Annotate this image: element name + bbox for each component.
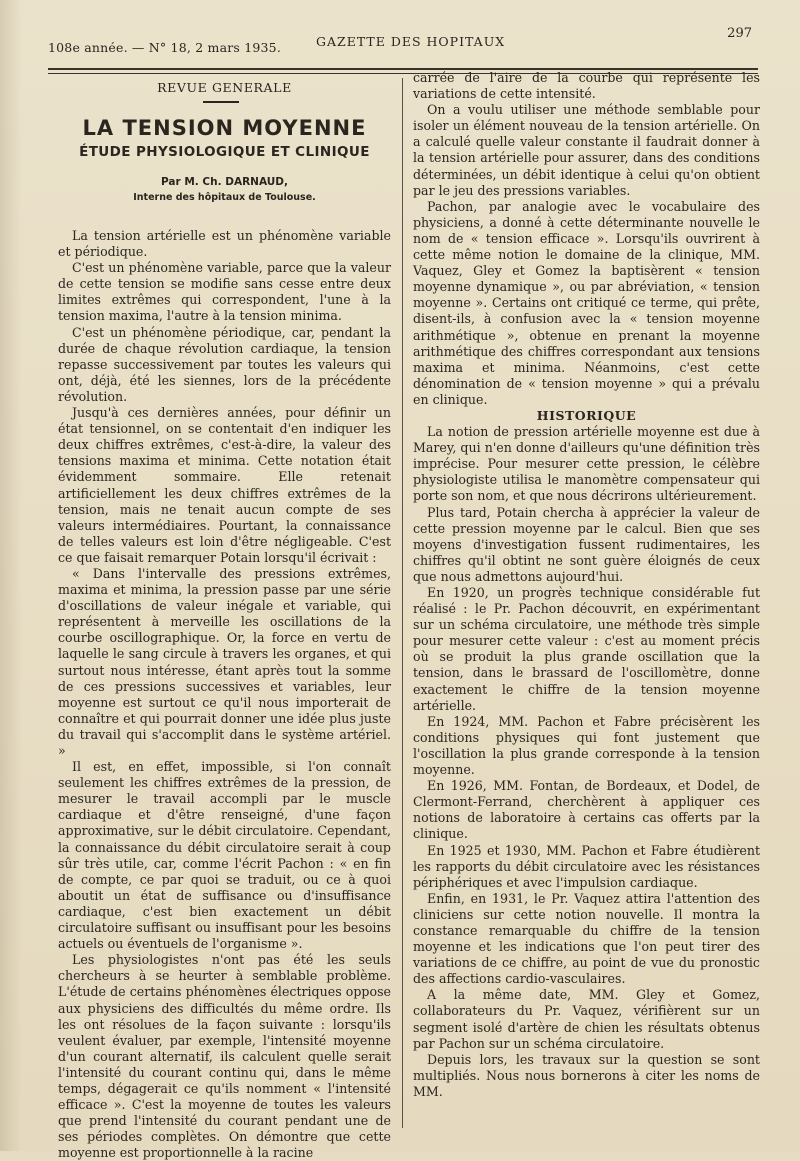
column-divider [402,78,403,1128]
paragraph: A la même date, MM. Gley et Gomez, collaborateurs du Pr. Vaquez, vérifièrent sur un segment isolé d'artère de chien les résultats obtenus par Pachon sur un schéma circulatoire. [413,987,760,1051]
paragraph: En 1920, un progrès technique considérable fut réalisé : le Pr. Pachon découvrit, en expérimentant sur un schéma circulatoire, une méthode très simple pour mesurer cette valeur : c'est au moment précis où se produit la plus grande oscillation que la tension, dans le brassard de l'oscillomètre, donne exactement le chiffre de la tension moyenne artérielle. [413,585,760,713]
paragraph: Depuis lors, les travaux sur la question se sont multipliés. Nous nous bornerons à citer les noms de MM. [413,1051,760,1099]
paragraph: Les physiologistes n'ont pas été les seuls chercheurs à se heurter à semblable problème. L'étude de certains phénomènes électriques oppose aux physiciens des difficultés du même ordre. Ils les ont résolues de la façon suivante : lorsqu'ils veulent évaluer, par exemple, l'intensité moyenne d'un courant alternatif, ils calculent quelle serait l'intensité du courant continu qui, dans le même temps, dégagerait ce qu'ils nomment « l'intensité efficace ». C'est la moyenne de toutes les valeurs que prend l'intensité du courant pendant une de ses périodes complètes. On démontre que cette moyenne est proportionnelle à la racine [58,952,391,1161]
paragraph: En 1926, MM. Fontan, de Bordeaux, et Dodel, de Clermont-Ferrand, cherchèrent à appliquer ces notions de laboratoire à certains cas offerts par la clinique. [413,778,760,842]
paragraph: Pachon, par analogie avec le vocabulaire des physiciens, a donné à cette déterminante nouvelle le nom de « tension efficace ». Lorsqu'ils ouvrirent à cette même notion le domaine de la clinique, MM. Vaquez, Gley et Gomez la baptisèrent « tension moyenne dynamique », ou par abréviation, « tension moyenne ». Certains ont critiqué ce terme, qui prête, disent-ils, à confusion avec la « tension moyenne arithmétique », obtenue en prenant la moyenne arithmétique des chiffres correspondant aux tensions maxima et minima. Néanmoins, c'est cette dénomination de « tension moyenne » qui a prévalu en clinique. [413,198,760,407]
paragraph: En 1924, MM. Pachon et Fabre précisèrent les conditions physiques qui font justement que l'oscillation la plus grande corresponde à la tension moyenne. [413,713,760,778]
paragraph: carrée de l'aire de la courbe qui représente les variations de cette intensité. [413,70,760,102]
paragraph: Plus tard, Potain chercha à apprécier la valeur de cette pression moyenne par le calcul. Bien que ses moyens d'investigation fussent rudimentaires, les chiffres qu'il obtint ne sont guère éloignés de ceux que nous admettons aujourd'hui. [413,504,760,584]
left-column [58,228,391,1161]
paragraph: La tension artérielle est un phénomène variable et périodique. [58,228,391,260]
title-rule [203,101,239,103]
right-column [413,70,760,1100]
journal-name: GAZETTE DES HOPITAUX [316,34,506,49]
paragraph: La notion de pression artérielle moyenne est due à Marey, qui n'en donne d'ailleurs qu'une définition très imprécise. Pour mesurer cette pression, le célèbre physiologiste utilisa le manomètre compensateur qui porte son nom, et que nous décrirons ultérieurement. [413,424,760,504]
author-line: Par M. Ch. DARNAUD, [161,176,288,188]
author-role: Interne des hôpitaux de Toulouse. [133,192,316,203]
quote-paragraph: « Dans l'intervalle des pressions extrêmes, maxima et minima, la pression passe par une série d'oscillations de valeur inégale et variable, qui représentent à merveille les oscillations de la courbe oscillographique. Or, la force en vertu de laquelle le sang circule à travers les organes, et qui surtout nous intéresse, étant après tout la somme de ces pressions successives et variables, leur moyenne est surtout ce qu'il nous importerait de connaître et qui pourrait donner une idée plus juste du travail qui s'accomplit dans le système artériel. » [58,565,391,758]
article-title: LA TENSION MOYENNE [82,116,367,140]
paragraph: Il est, en effet, impossible, si l'on connaît seulement les chiffres extrêmes de la pression, de mesurer le travail accompli par le muscle cardiaque et d'être renseigné, d'une façon approximative, sur le débit circulatoire. Cependant, la connaissance du débit circulatoire serait à coup sûr très utile, car, comme l'écrit Pachon : « en fin de compte, ce par quoi se traduit, ou ce à quoi aboutit un état de suffisance ou d'insuffisance cardiaque, c'est bien exactement un débit circulatoire suffisant ou insuffisant pour les besoins actuels ou éventuels de l'organisme ». [58,759,391,952]
article-subtitle: ÉTUDE PHYSIOLOGIQUE ET CLINIQUE [79,144,370,160]
paragraph: On a voulu utiliser une méthode semblable pour isoler un élément nouveau de la tension artérielle. On a calculé quelle valeur constante il faudrait donner à la tension artérielle pour assurer, dans des conditions déterminées, un débit identique à celui qu'on obtient par le jeu des pressions variables. [413,102,760,198]
page-number: 297 [727,26,752,41]
section-heading-historique: HISTORIQUE [536,407,637,423]
section-label: REVUE GENERALE [157,80,292,95]
page-header [48,26,756,64]
paragraph: C'est un phénomène variable, parce que la valeur de cette tension se modifie sans cesse entre deux limites extrêmes qui correspondent, l'une à la tension maxima, l'autre à la tension minima. [58,260,391,324]
paragraph: Enfin, en 1931, le Pr. Vaquez attira l'attention des cliniciens sur cette notion nouvelle. Il montra la constance remarquable du chiffre de la tension moyenne et les indications que l'on peut tirer des variations de ce chiffre, au point de vue du pronostic des affections cardio-vasculaires. [413,890,760,987]
issue-line: 108e année. — N° 18, 2 mars 1935. [48,40,281,55]
paragraph: C'est un phénomène périodique, car, pendant la durée de chaque révolution cardiaque, la tension repasse successivement par toutes les valeurs qui ont, déjà, été les siennes, lors de la précédente révolution. [58,324,391,404]
paragraph: En 1925 et 1930, MM. Pachon et Fabre étudièrent les rapports du débit circulatoire avec les résistances périphériques et avec l'impulsion cardiaque. [413,842,760,890]
paragraph: Jusqu'à ces dernières années, pour définir un état tensionnel, on se contentait d'en indiquer les deux chiffres extrêmes, c'est-à-dire, la valeur des tensions maxima et minima. Cette notation était évidemment sommaire. Elle retenait artificiellement les deux chiffres extrêmes de la tension, mais ne tenait aucun compte de ses valeurs intermédiaires. Pourtant, la connaissance de telles valeurs est loin d'être négligeable. C'est ce que faisait remarquer Potain lorsqu'il écrivait : [58,405,391,565]
